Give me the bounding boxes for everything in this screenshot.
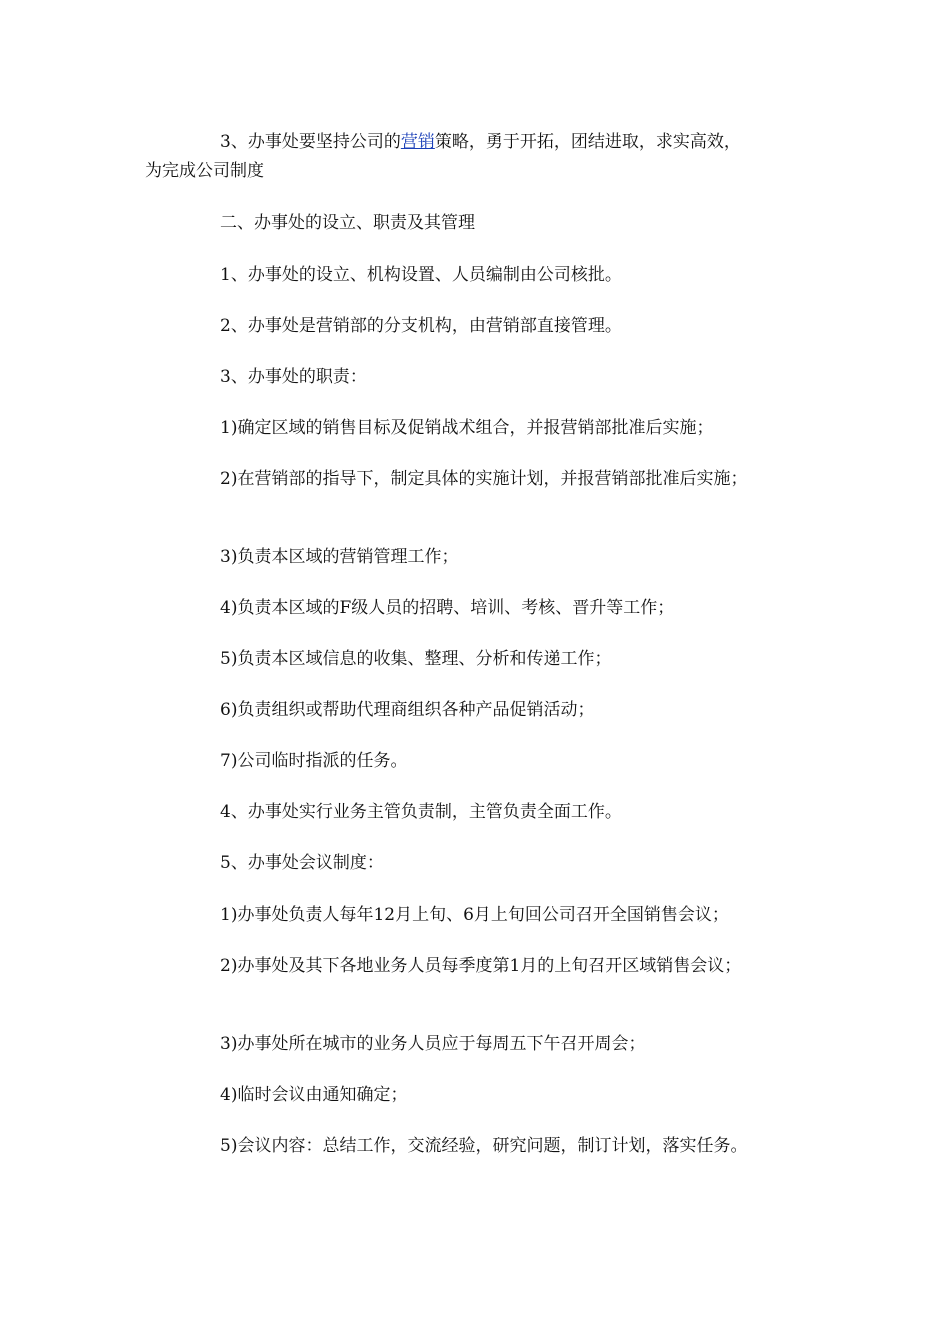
list-item: 6)负责组织或帮助代理商组织各种产品促销活动； [220,700,595,720]
list-item: 3)办事处所在城市的业务人员应于每周五下午召开周会； [220,1034,646,1054]
intro-text-before-link: 3、办事处要坚持公司的 [220,132,401,152]
intro-text-after-link: 策略，勇于开拓，团结进取，求实高效， [434,132,741,152]
paragraph-line: 2、办事处是营销部的分支机构，由营销部直接管理。 [220,316,622,336]
list-item: 1)办事处负责人每年12月上旬、6月上旬回公司召开全国销售会议； [220,905,729,925]
list-item: 4)临时会议由通知确定； [220,1085,408,1105]
list-item: 7)公司临时指派的任务。 [220,751,408,771]
list-item: 5)负责本区域信息的收集、整理、分析和传递工作； [220,649,612,669]
list-item: 5)会议内容：总结工作，交流经验，研究问题，制订计划，落实任务。 [220,1136,748,1156]
paragraph-line: 3、办事处的职责： [220,367,367,387]
paragraph-line: 1、办事处的设立、机构设置、人员编制由公司核批。 [220,265,622,285]
section-heading: 二、办事处的设立、职责及其管理 [220,213,475,233]
intro-paragraph [220,131,741,153]
paragraph-line: 5、办事处会议制度： [220,853,384,873]
list-item: 1)确定区域的销售目标及促销战术组合，并报营销部批准后实施； [220,418,714,438]
paragraph-line: 4、办事处实行业务主管负责制，主管负责全面工作。 [220,802,622,822]
intro-continuation: 为完成公司制度 [145,161,264,181]
list-item: 4)负责本区域的F级人员的招聘、培训、考核、晋升等工作； [220,598,675,618]
list-item: 3)负责本区域的营销管理工作； [220,547,459,567]
list-item: 2)办事处及其下各地业务人员每季度第1月的上旬召开区域销售会议； [220,956,742,976]
list-item: 2)在营销部的指导下，制定具体的实施计划，并报营销部批准后实施； [220,469,748,489]
marketing-link[interactable]: 营销 [400,132,435,152]
